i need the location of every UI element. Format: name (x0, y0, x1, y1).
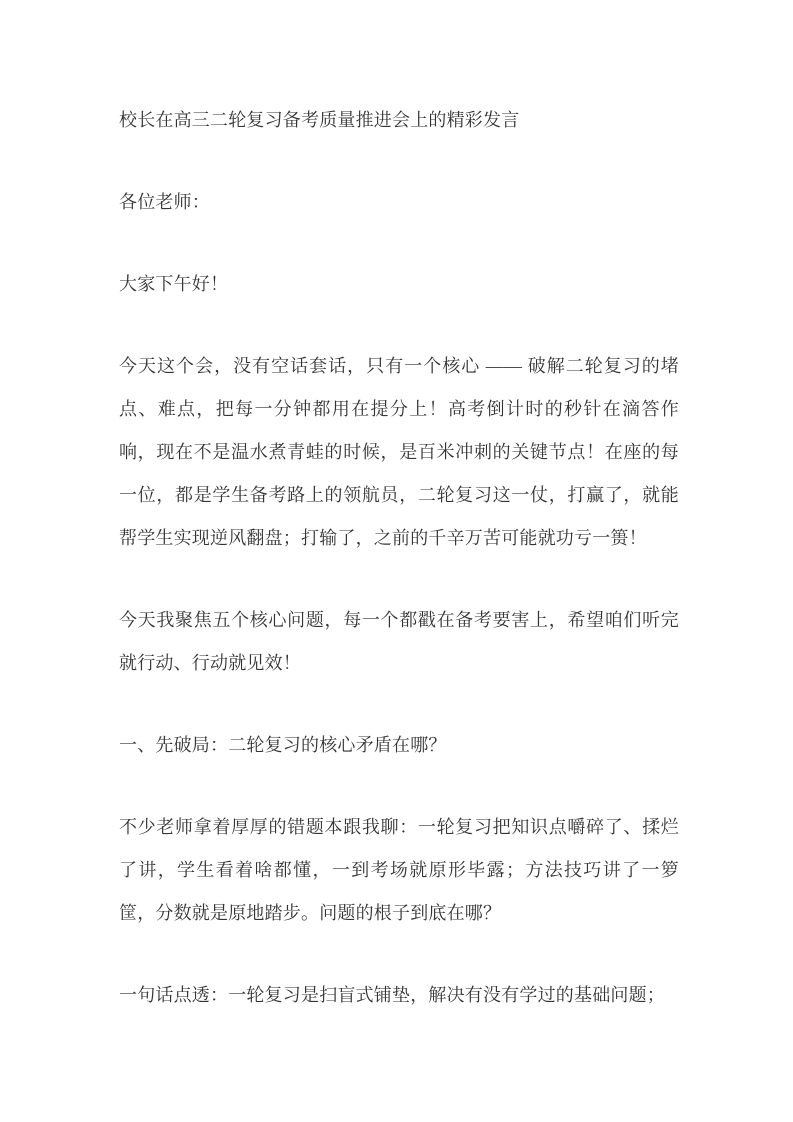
paragraph-problem-description: 不少老师拿着厚厚的错题本跟我聊：一轮复习把知识点嚼碎了、揉烂了讲，学生看着啥都懂，一到考场就原形毕露；方法技巧讲了一箩筐，分数就是原地踏步。问题的根子到底在哪？ (119, 817, 679, 923)
section-heading-1: 一、先破局：二轮复习的核心矛盾在哪？ (119, 735, 447, 755)
paragraph-focus-statement: 今天我聚焦五个核心问题，每一个都戳在备考要害上，希望咱们听完就行动、行动就见效！ (119, 610, 679, 673)
greeting: 大家下午好！ (119, 274, 229, 294)
paragraph-key-point: 一句话点透：一轮复习是扫盲式铺垫，解决有没有学过的基础问题； (119, 985, 665, 1005)
paragraph-opening: 今天这个会，没有空话套话，只有一个核心 —— 破解二轮复习的堵点、难点，把每一分钟都用在提分上！高考倒计时的秒针在滴答作响，现在不是温水煮青蛙的时候，是百米冲刺的关键节点！在座的每一位，都是学生备考路上的领航员，二轮复习这一仗，打赢了，就能帮学生实现逆风翻盘；打输了，之前的千辛万苦可能就功亏一篑！ (119, 356, 679, 548)
salutation: 各位老师： (119, 192, 210, 212)
document-title: 校长在高三二轮复习备考质量推进会上的精彩发言 (119, 110, 520, 130)
